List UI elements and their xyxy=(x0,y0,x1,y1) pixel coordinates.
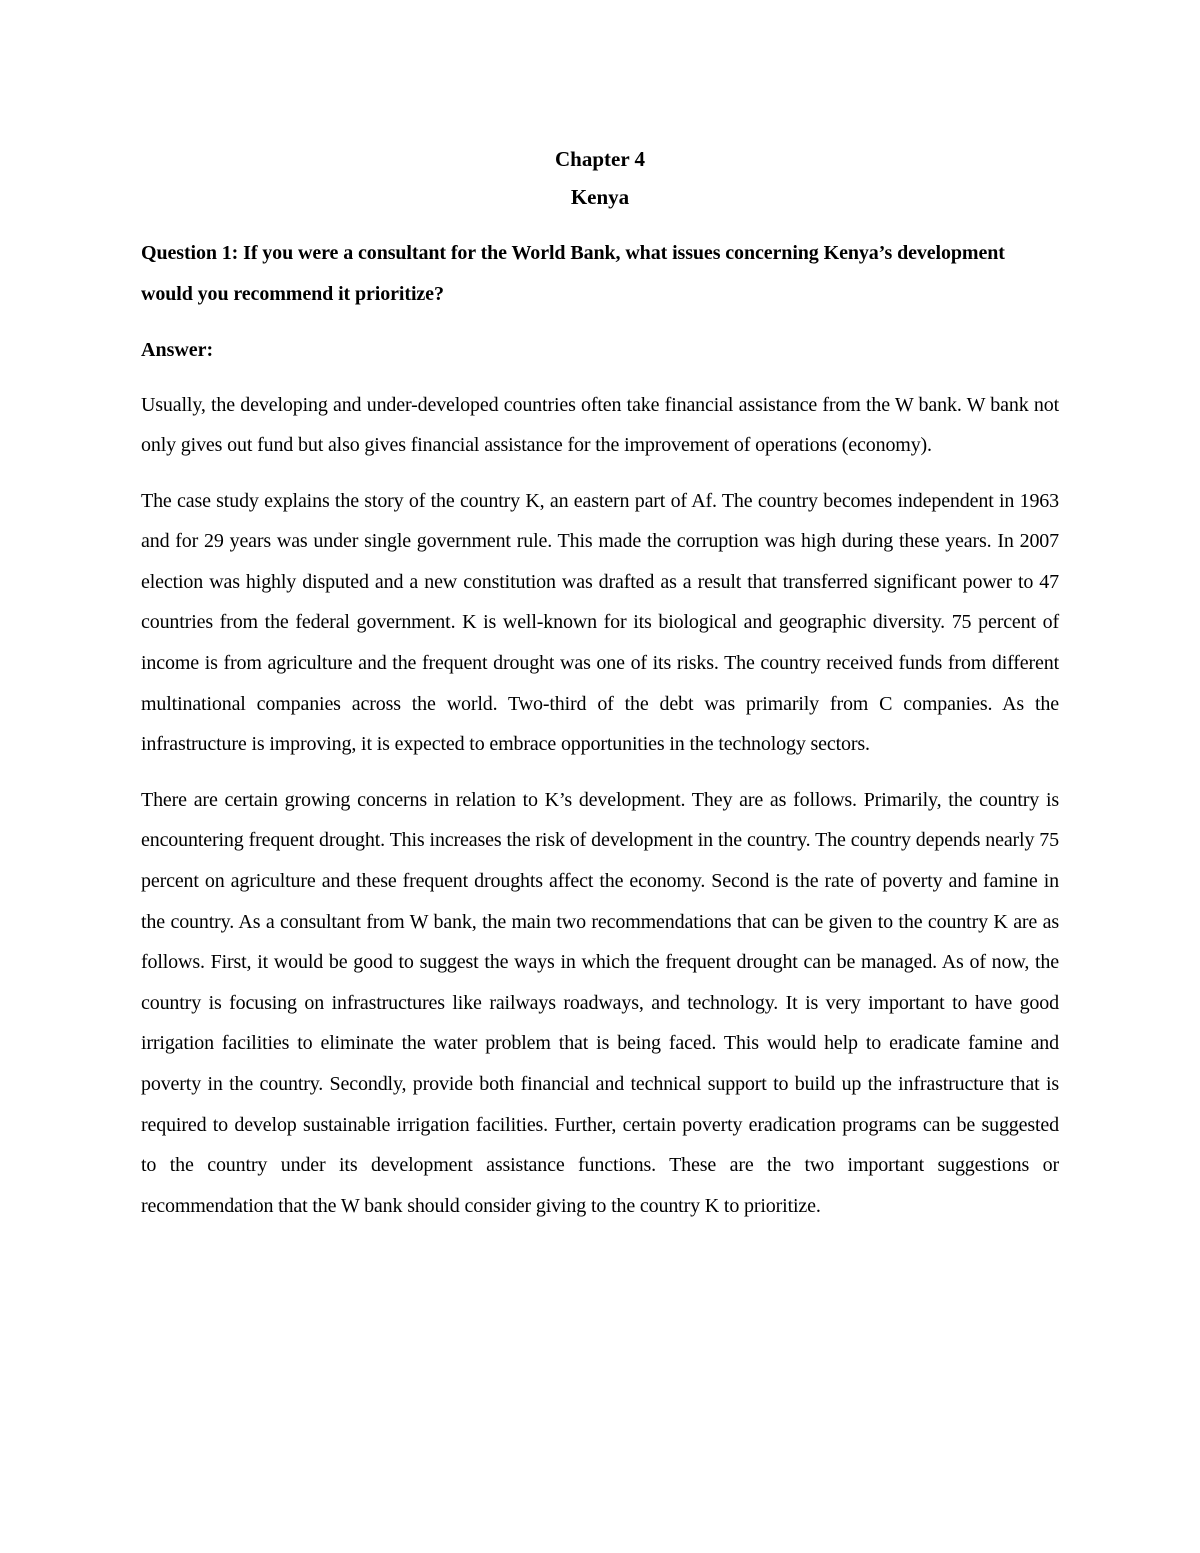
answer-paragraph-3: There are certain growing concerns in relation to K’s development. They are as follows. Primarily, the country is encountering frequent drought. This increases the risk of development in the country. The country depends nearly 75 percent on agriculture and these frequent droughts affect the economy. Second is the rate of poverty and famine in the country. As a consultant from W bank, the main two recommendations that can be given to the country K are as follows. First, it would be good to suggest the ways in which the frequent drought can be managed. As of now, the country is focusing on infrastructures like railways roadways, and technology. It is very important to have good irrigation facilities to eliminate the water problem that is being faced. This would help to eradicate famine and poverty in the country. Secondly, provide both financial and technical support to build up the infrastructure that is required to develop sustainable irrigation facilities. Further, certain poverty eradication programs can be suggested to the country under its development assistance functions. These are the two important suggestions or recommendation that the W bank should consider giving to the country K to prioritize. xyxy=(141,788,1059,1217)
answer-paragraph-1: Usually, the developing and under-developed countries often take financial assistance from the W bank. W bank not only gives out fund but also gives financial assistance for the improvement of operations (economy). xyxy=(141,393,1059,457)
answer-paragraph-2: The case study explains the story of the country K, an eastern part of Af. The country becomes independent in 1963 and for 29 years was under single government rule. This made the corruption was high during these years. In 2007 election was highly disputed and a new constitution was drafted as a result that transferred significant power to 47 countries from the federal government. K is well-known for its biological and geographic diversity. 75 percent of income is from agriculture and the frequent drought was one of its risks. The country received funds from different multinational companies across the world. Two-third of the debt was primarily from C companies. As the infrastructure is improving, it is expected to embrace opportunities in the technology sectors. xyxy=(141,489,1059,756)
document-page xyxy=(141,140,1059,1226)
question-text: Question 1: If you were a consultant for the World Bank, what issues concerning Kenya’s development would you recommend it prioritize? xyxy=(141,242,1005,305)
chapter-heading: Chapter 4 xyxy=(554,147,646,171)
answer-label: Answer: xyxy=(141,339,214,361)
chapter-subject: Kenya xyxy=(570,185,630,209)
